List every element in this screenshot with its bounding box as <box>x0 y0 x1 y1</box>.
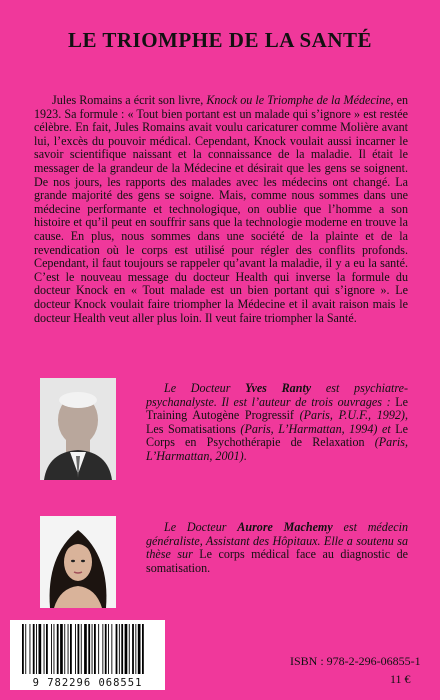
barcode-bar <box>44 624 45 674</box>
barcode-bar <box>75 624 76 674</box>
barcode-bar <box>70 624 72 674</box>
barcode-bar <box>121 624 123 674</box>
barcode-digits: 9 782296 068551 <box>32 677 143 689</box>
barcode-bar <box>119 624 120 674</box>
barcode-bar <box>33 624 35 674</box>
barcode-bar <box>132 624 134 674</box>
barcode-bar <box>57 624 59 674</box>
barcode-bar <box>108 624 109 674</box>
author2-name: Aurore Machemy <box>237 520 333 534</box>
author1-sep2: et <box>377 421 396 436</box>
barcode-bar <box>81 624 82 674</box>
summary-intro: Jules Romains a écrit son livre, <box>52 93 207 107</box>
barcode-bar <box>135 624 136 674</box>
author1-book3-publisher: (Paris, L’Harmattan, 2001) <box>146 435 408 463</box>
author-photo-aurore-machemy <box>40 516 116 608</box>
author-bio-yves-ranty <box>146 382 408 464</box>
barcode-bar <box>54 624 55 674</box>
author1-name: Yves Ranty <box>245 381 312 395</box>
author1-end: . <box>243 448 247 463</box>
barcode-bar <box>84 624 87 674</box>
barcode-bar <box>98 624 99 674</box>
author2-role: est médecin généraliste, Assistant des Hôpitaux. Elle a soutenu sa thèse sur <box>146 520 408 562</box>
barcode-bar <box>94 624 96 674</box>
barcode-bars <box>10 620 165 676</box>
barcode-bar <box>125 624 128 674</box>
barcode-bar <box>142 624 144 674</box>
barcode-bar <box>36 624 37 674</box>
price-label: 11 € <box>390 672 411 686</box>
isbn-label: ISBN : 978-2-296-06855-1 <box>290 654 421 668</box>
barcode <box>10 620 165 690</box>
barcode-bar <box>111 624 112 674</box>
barcode-bar <box>116 624 118 674</box>
book-title: LE TRIOMPHE DE LA SANTÉ <box>67 28 372 52</box>
author2-prefix: Le Docteur <box>164 520 238 534</box>
author1-prefix: Le Docteur <box>164 381 246 395</box>
barcode-bar <box>25 624 26 674</box>
barcode-bar <box>51 624 52 674</box>
barcode-bar <box>39 624 42 674</box>
summary-text <box>34 94 408 325</box>
barcode-bar <box>30 624 31 674</box>
summary-body: , en 1923. Sa formule : « Tout bien portant est un malade qui s’ignore » est restée célèbre. En fait, Jules Romains avait voulu caricaturer comme Molière avant lui, l’excès du pouvoir médical. Cependant, Knock voulait aussi incarner le savoir scientifique naissant et la connaissance de la maladie. Il était le messager de la grandeur de la Médecine et désirait que les gens se soignent. De nos jours, les rapports des malades avec les médecins ont changé. La grande majorité des gens se soigne. Mais, comme nous sommes dans une médecine performante et technologique, on oublie que l’homme a son histoire et qu’il peut en souffrir sans que la technologie moderne en trouve la cause. En plus, nous sommes dans une société de la plainte et de la revendication où le corps est utilisé pour régler des conflits profonds. Cependant, il faut toujours se rappeler qu’avant la maladie, il y a eu la santé. C’est le nouveau message du docteur Health qui inverse la formule du docteur Knock en « Tout malade est un bien portant qui s’ignore ». Le docteur Knock voulait faire triompher la Médecine et il avait raison mais le docteur Health veut aller plus loin. Il veut faire triompher la Santé. <box>34 93 409 325</box>
barcode-bar <box>138 624 141 674</box>
barcode-bar <box>46 624 48 674</box>
author1-book3: Le Corps en Psychothérapie de Relaxation <box>146 421 408 450</box>
barcode-bar <box>92 624 93 674</box>
author1-role: est psychiatre-psychanalyste. Il est l’auteur de trois ouvrages : <box>146 381 409 409</box>
author1-book1: Le Training Autogène Progressif <box>146 394 408 423</box>
barcode-bar <box>22 624 24 674</box>
barcode-bar <box>105 624 107 674</box>
barcode-bar <box>64 624 65 674</box>
barcode-bar <box>102 624 103 674</box>
barcode-bar <box>60 624 63 674</box>
author1-book2-publisher: (Paris, L’Harmattan, 1994) <box>240 421 378 436</box>
referenced-book-title: Knock ou le Triomphe de la Médecine <box>206 93 391 107</box>
barcode-bar <box>68 624 69 674</box>
author1-book2: Les Somatisations <box>146 421 241 436</box>
author1-book1-publisher: (Paris, P.U.F., 1992) <box>299 408 405 423</box>
author-photo-yves-ranty <box>40 378 116 480</box>
barcode-bar <box>129 624 130 674</box>
barcode-bar <box>88 624 90 674</box>
author-bio-aurore-machemy <box>146 521 408 575</box>
author2-thesis: Le corps médical face au diagnostic de somatisation. <box>146 547 408 575</box>
barcode-bar <box>78 624 80 674</box>
author1-sep1: , <box>404 408 408 423</box>
